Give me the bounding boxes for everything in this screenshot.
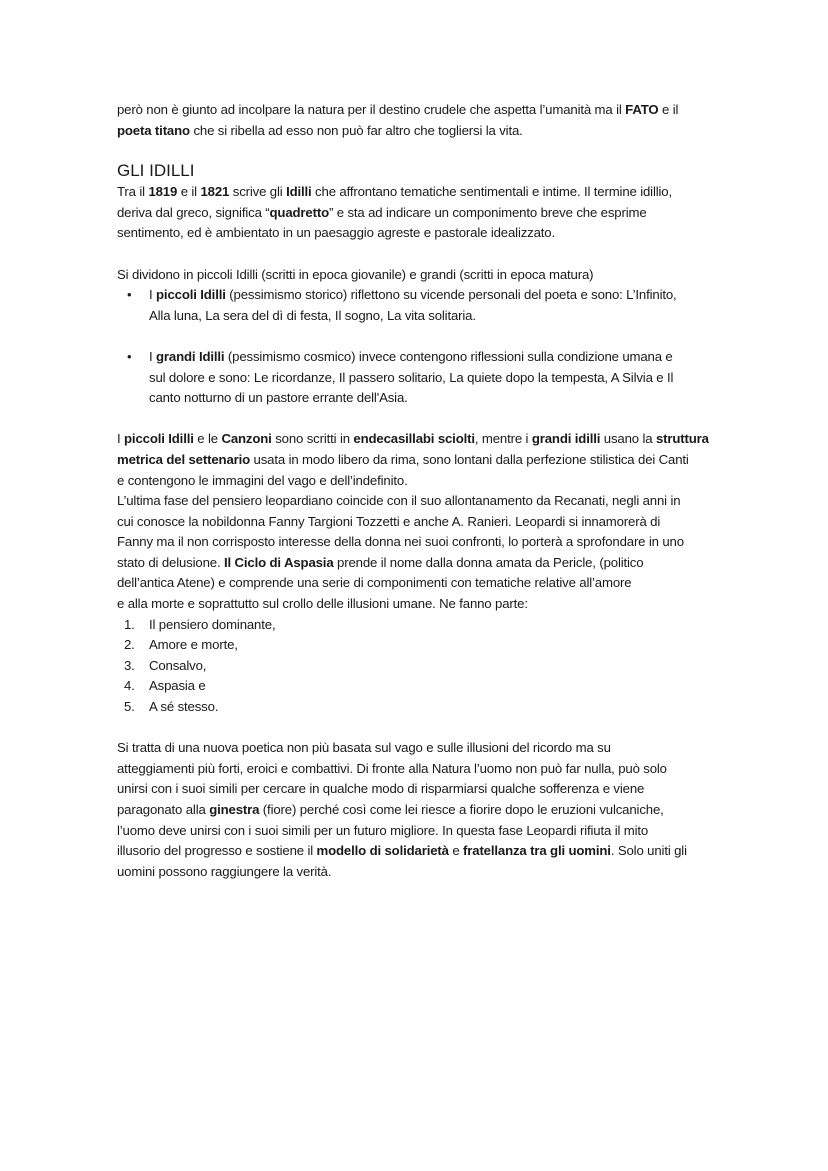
bullet-item-piccoli-idilli [117,285,757,326]
list-item [124,676,757,697]
bold-text: Canzoni [221,431,272,447]
text-run: e [448,843,464,859]
list-item [124,615,757,636]
aspasia-numbered-list [117,615,757,718]
text-line [149,368,757,389]
text-line [149,388,757,409]
bold-text: poeta titano [117,122,190,138]
text-run: sono scritti in [271,431,354,447]
text-run: e le [193,431,222,447]
text-line [149,347,757,368]
spacer [117,409,757,430]
text-line [117,512,757,533]
text-run: sul dolore e sono: Le ricordanze, Il passero solitario, La quiete dopo la tempesta, A Silvia e Il [149,369,674,385]
text-line [117,532,757,553]
list-item-text: Il pensiero dominante, [149,616,276,632]
bold-text: grandi idilli [531,431,601,447]
list-item-text: A sé stesso. [149,699,219,715]
division-paragraph [117,265,757,286]
list-item-text: Aspasia e [149,678,206,694]
list-item-text: Consalvo, [149,657,207,673]
list-number: 1. [124,616,135,632]
text-run: (pessimismo cosmico) invece contengono riflessioni sulla condizione umana e [224,348,673,364]
text-run: che affrontano tematiche sentimentali e intime. Il termine idillio, [311,184,673,200]
text-run: ” e sta ad indicare un componimento breve che esprime [328,204,647,220]
text-run: illusorio del progresso e sostiene il [117,843,317,859]
bold-text: modello di solidarietà [316,843,449,859]
text-line [117,100,757,121]
text-run: unirsi con i suoi simili per cercare in qualche modo di risparmiarsi qualche sofferenza e viene [117,781,645,797]
bullet-text [149,347,757,409]
text-run: usano la [600,431,656,447]
nuova-poetica-paragraph [117,738,757,882]
text-run: l’uomo deve unirsi con i suoi simili per un futuro migliore. In questa fase Leopardi rifiuta il mito [117,822,649,838]
text-run: e il [177,184,201,200]
text-line [117,121,757,142]
text-run: Tra il [117,184,149,200]
list-number: 3. [124,657,135,673]
text-run: usata in modo libero da rima, sono lontani dalla perfezione stilistica dei Canti [250,451,689,467]
text-run: dell’antica Atene) e comprende una serie di componimenti con tematiche relative all’amore [117,575,632,591]
bullet-icon: • [127,287,132,303]
text-line [117,223,757,244]
text-run: cui conosce la nobildonna Fanny Targioni Tozzetti e anche A. Ranieri. Leopardi si innamorerà di [117,513,661,529]
bold-text: endecasillabi sciolti [353,431,475,447]
bold-text: quadretto [269,204,329,220]
text-line [117,841,757,862]
text-run: stato di delusione. [117,554,224,570]
spacer [117,326,757,347]
bold-text: struttura [655,431,709,447]
text-run: Si dividono in piccoli Idilli (scritti in epoca giovanile) e grandi (scritti in epoca matura) [117,266,594,282]
text-line [117,738,757,759]
text-line [117,759,757,780]
text-line [117,265,757,286]
section-heading: GLI IDILLI [117,161,195,181]
list-item [124,635,757,656]
bold-text: 1819 [148,184,178,200]
text-line [149,285,757,306]
text-run: deriva dal greco, significa “ [117,204,270,220]
intro-paragraph [117,100,757,141]
list-number: 4. [124,678,135,694]
bold-text: grandi Idilli [156,348,225,364]
bold-text: 1821 [200,184,230,200]
idilli-intro-paragraph [117,182,757,244]
bold-text: fratellanza tra gli uomini [463,843,611,859]
list-item [124,656,757,677]
text-line [117,573,757,594]
text-run: Fanny ma il non corrisposto interesse della donna nei suoi confronti, lo porterà a sprofondare in uno [117,534,684,550]
text-run: prende il nome dalla donna amata da Pericle, (politico [333,554,644,570]
bullet-icon: • [127,348,132,364]
list-item-text: Amore e morte, [149,637,238,653]
list-number: 2. [124,637,135,653]
text-run: I [117,431,125,447]
bullet-item-grandi-idilli [117,347,757,409]
text-run: , mentre i [474,431,532,447]
text-line [117,203,757,224]
text-run: Alla luna, La sera del dì di festa, Il sogno, La vita solitaria. [149,307,476,323]
text-line [117,594,757,615]
text-line [117,471,757,492]
bold-text: Idilli [286,184,312,200]
text-line [117,779,757,800]
text-run: scrive gli [229,184,287,200]
text-run: . Solo uniti gli [610,843,687,859]
spacer [117,718,757,739]
text-run: I [149,348,157,364]
document-page [117,100,757,882]
text-run: e il [658,102,679,117]
text-run: Si tratta di una nuova poetica non più basata sul vago e sulle illusioni del ricordo ma su [117,740,611,756]
bold-text: piccoli Idilli [124,431,194,447]
text-line [117,553,757,574]
list-item [124,697,757,718]
text-run: sentimento, ed è ambientato in un paesaggio agreste e pastorale idealizzato. [117,225,556,241]
bold-text: metrica del settenario [117,451,251,467]
bullet-text [149,285,757,326]
text-run: paragonato alla [117,802,210,817]
text-line [117,862,757,883]
text-line [117,450,757,471]
metrica-aspasia-paragraph [117,429,757,614]
text-line [117,821,757,842]
text-run: L’ultima fase del pensiero leopardiano coincide con il suo allontanamento da Recanati, negli anni in [117,493,681,509]
text-run: (fiore) perché così come lei riesce a fiorire dopo le eruzioni vulcaniche, [259,802,664,817]
text-line [117,182,757,203]
text-run: uomini possono raggiungere la verità. [117,863,332,879]
text-run: canto notturno di un pastore errante dell'Asia. [149,390,408,406]
text-run: che si ribella ad esso non può far altro che togliersi la vita. [189,122,523,138]
text-line [149,306,757,327]
bold-text: FATO [625,102,659,117]
text-run: però non è giunto ad incolpare la natura per il destino crudele che aspetta l’umanità ma il [117,102,626,117]
spacer [117,244,757,265]
text-line [117,429,757,450]
bold-text: ginestra [209,802,260,817]
text-line [117,491,757,512]
text-run: atteggiamenti più forti, eroici e combattivi. Di fronte alla Natura l’uomo non può far nulla, può solo [117,760,667,776]
bold-text: piccoli Idilli [156,287,226,303]
text-run: (pessimismo storico) riflettono su vicende personali del poeta e sono: L’Infinito, [225,287,677,303]
text-run: e contengono le immagini del vago e dell’indefinito. [117,472,408,488]
bold-text: Il Ciclo di Aspasia [223,554,334,570]
list-number: 5. [124,699,135,715]
text-line [117,800,757,821]
text-run: I [149,287,157,303]
text-run: e alla morte e soprattutto sul crollo delle illusioni umane. Ne fanno parte: [117,596,528,612]
